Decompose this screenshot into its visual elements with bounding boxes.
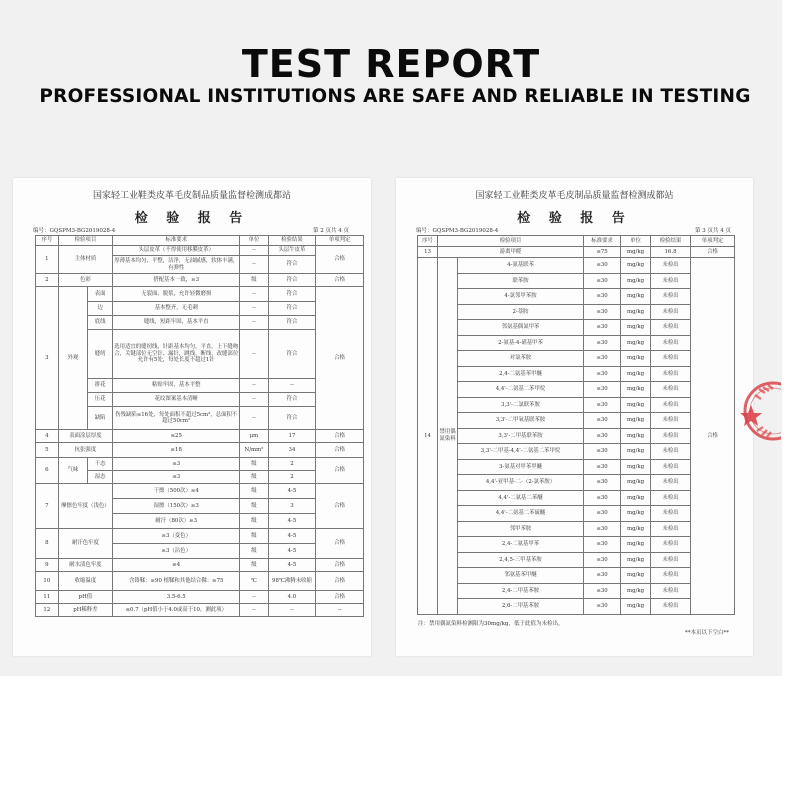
table-cell: mg/kg <box>621 335 651 351</box>
table-row <box>418 335 735 351</box>
header-cell: 单位 <box>240 236 268 246</box>
table-row <box>418 568 735 584</box>
header-cell: 检验结果 <box>268 236 316 246</box>
header-cell: 序号 <box>36 236 59 246</box>
table-cell: 底线 <box>88 316 113 330</box>
table-row <box>418 475 735 491</box>
table-cell: 6 <box>36 458 59 484</box>
table-cell: ≤30 <box>584 428 621 444</box>
table-cell: ≥3（变色） <box>113 529 240 544</box>
table-row <box>418 351 735 367</box>
table-cell: ≤30 <box>584 444 621 460</box>
table-cell: 搭配基本一致，≥3 <box>113 274 240 287</box>
table-cell: 含铬鞣：≥90 植鞣和其他结合鞣：≥75 <box>113 572 240 591</box>
table-cell: 符合 <box>268 274 316 287</box>
table-cell: 邻氨基偶氮甲苯 <box>458 320 584 336</box>
header-cell: 检验结果 <box>651 236 691 247</box>
table-row <box>418 247 735 258</box>
table-cell: 气味 <box>58 458 88 484</box>
table-row <box>36 274 364 287</box>
table-cell: 未检出 <box>651 444 691 460</box>
table-cell: 3,3'-二甲氧基联苯胺 <box>458 413 584 429</box>
table-cell: 未检出 <box>651 335 691 351</box>
table-cell: 未检出 <box>651 568 691 584</box>
table-cell: 12 <box>36 604 59 617</box>
table-cell: 符合 <box>268 316 316 330</box>
table-cell: 外观 <box>58 287 88 430</box>
table-cell: 级 <box>240 544 268 559</box>
table-cell: 未检出 <box>651 521 691 537</box>
table-cell: 2 <box>268 471 316 484</box>
institution-name: 国家轻工业鞋类皮革毛皮制品质量监督检测成都站 <box>475 191 674 201</box>
table-cell: 3,3'-二甲基联苯胺 <box>458 428 584 444</box>
table-row <box>418 397 735 413</box>
table-cell: 16.8 <box>651 247 691 258</box>
table-cell: ≤30 <box>584 382 621 398</box>
table-cell: -- <box>240 316 268 330</box>
table-cell: 合格 <box>316 559 364 572</box>
table-cell: mg/kg <box>621 428 651 444</box>
table-cell: -- <box>240 287 268 302</box>
table-cell: 合格 <box>691 258 735 615</box>
institution-name: 国家轻工业鞋类皮革毛皮制品质量监督检测成都站 <box>92 191 291 201</box>
table-cell: 4-5 <box>268 514 316 529</box>
table-cell: 邻氨基苯甲醚 <box>458 568 584 584</box>
table-cell: ≤3 <box>113 471 240 484</box>
table-cell: mg/kg <box>621 366 651 382</box>
table-cell: 湿态 <box>88 471 113 484</box>
table-cell: 符合 <box>268 302 316 316</box>
table-cell: 2,4-二氨基甲苯 <box>458 537 584 553</box>
table-cell: 禁用偶氮染料 <box>438 258 458 615</box>
table-cell: 表面 <box>88 287 113 302</box>
table-cell: 4,4'-二氨基二苯醚 <box>458 490 584 506</box>
table-cell: 未检出 <box>651 490 691 506</box>
inspection-table-left <box>35 235 364 617</box>
table-cell: 34 <box>268 443 316 458</box>
table-cell: 3-氨基对甲苯甲醚 <box>458 459 584 475</box>
table-cell: 缝线，短距牢固，基本平直 <box>113 316 240 330</box>
table-cell: 11 <box>36 591 59 604</box>
table-cell: ≥4 <box>113 559 240 572</box>
table-cell: 合格 <box>691 247 735 258</box>
table-cell: 4-5 <box>268 529 316 544</box>
table-row <box>36 604 364 617</box>
table-cell: 符合 <box>268 256 316 274</box>
table-cell: 17 <box>268 430 316 443</box>
table-cell: 3 <box>36 287 59 430</box>
table-cell: -- <box>240 246 268 256</box>
table-cell: mg/kg <box>621 475 651 491</box>
table-cell: mg/kg <box>621 490 651 506</box>
table-cell: 2,4,5-三甲基苯胺 <box>458 552 584 568</box>
table-cell: 主体材质 <box>58 246 112 274</box>
table-row <box>36 559 364 572</box>
table-header-row <box>418 236 735 247</box>
table-cell: 干擦（500次）≥4 <box>113 484 240 499</box>
table-cell: 级 <box>240 274 268 287</box>
table-cell: 4,4'-二氨基二苯甲烷 <box>458 382 584 398</box>
table-cell: ≤30 <box>584 599 621 615</box>
table-row <box>36 529 364 544</box>
page-indicator: 第 2 页共 4 页 <box>313 228 349 234</box>
report-title: 检 验 报 告 <box>134 211 250 226</box>
table-cell: mg/kg <box>621 583 651 599</box>
table-cell: 2,4-二氨基苯甲醚 <box>458 366 584 382</box>
table-cell: 4.0 <box>268 591 316 604</box>
table-cell: -- <box>240 302 268 316</box>
table-row <box>418 506 735 522</box>
table-cell: 合格 <box>316 484 364 529</box>
table-cell: 合格 <box>316 443 364 458</box>
table-cell: 级 <box>240 458 268 471</box>
table-cell: ≤30 <box>584 583 621 599</box>
table-cell: 4-5 <box>268 559 316 572</box>
table-row <box>36 572 364 591</box>
table-cell: -- <box>240 256 268 274</box>
table-cell: mg/kg <box>621 459 651 475</box>
table-row <box>418 366 735 382</box>
table-cell: 未检出 <box>651 320 691 336</box>
header-cell: 序号 <box>418 236 438 247</box>
table-cell: 抗张强度 <box>58 443 112 458</box>
table-cell: 未检出 <box>651 428 691 444</box>
table-cell: 1 <box>36 246 59 274</box>
table-cell: -- <box>240 379 268 393</box>
table-row <box>418 459 735 475</box>
table-cell: 耐水渍色牢度 <box>58 559 112 572</box>
table-cell: 3.5-6.5 <box>113 591 240 604</box>
table-cell: -- <box>268 604 316 617</box>
report-number: 编号：GQSPM3-BG2019028-4 <box>416 228 499 234</box>
table-cell: 未检出 <box>651 397 691 413</box>
table-row <box>418 444 735 460</box>
table-cell: 合格 <box>316 430 364 443</box>
table-cell: 符合 <box>268 330 316 379</box>
table-cell: 4,4'-二氨基二苯硫醚 <box>458 506 584 522</box>
table-cell: 合格 <box>316 591 364 604</box>
table-cell: -- <box>268 379 316 393</box>
table-cell: 合格 <box>316 572 364 591</box>
table-cell: 边 <box>88 302 113 316</box>
table-cell: mg/kg <box>621 289 651 305</box>
table-cell: pH值 <box>58 591 112 604</box>
report-number: 编号：GQSPM3-BG2019028-4 <box>33 228 116 234</box>
table-cell: 未检出 <box>651 537 691 553</box>
table-cell: 未检出 <box>651 506 691 522</box>
table-cell: 未检出 <box>651 289 691 305</box>
table-cell: 7 <box>36 484 59 529</box>
table-cell: 未检出 <box>651 475 691 491</box>
table-cell: ≤30 <box>584 289 621 305</box>
table-cell: ≤75 <box>584 247 621 258</box>
table-cell: mg/kg <box>621 444 651 460</box>
table-cell: mg/kg <box>621 247 651 258</box>
table-cell: 无裂面、脱浆，允许轻微磨损 <box>113 287 240 302</box>
table-row <box>418 537 735 553</box>
table-cell: -- <box>240 591 268 604</box>
table-cell: 未检出 <box>651 273 691 289</box>
table-cell: mg/kg <box>621 521 651 537</box>
header-cell: 标准要求 <box>584 236 621 247</box>
table-cell: 3,3'-二氯联苯胺 <box>458 397 584 413</box>
table-cell: ≤25 <box>113 430 240 443</box>
table-cell: ≥18 <box>113 443 240 458</box>
table-cell: 合格 <box>316 287 364 430</box>
table-cell: 98℃沸腾未收缩 <box>268 572 316 591</box>
table-row <box>418 599 735 615</box>
table-cell: 耐汗（80次）≥3 <box>113 514 240 529</box>
table-cell: ≤30 <box>584 568 621 584</box>
table-cell: 伤残缺陷≤16处，每处面积不超过5cm²，总面积不超过50cm² <box>113 407 240 430</box>
table-cell: 14 <box>418 258 438 615</box>
table-cell: mg/kg <box>621 382 651 398</box>
header-cell: 单位 <box>621 236 651 247</box>
table-cell: 3 <box>268 499 316 514</box>
table-cell: 级 <box>240 499 268 514</box>
table-cell: mg/kg <box>621 568 651 584</box>
table-cell: ≤30 <box>584 335 621 351</box>
table-cell: -- <box>316 604 364 617</box>
table-cell: 未检出 <box>651 304 691 320</box>
table-cell: 符合 <box>268 393 316 407</box>
end-of-page-note: **本页以下空白** <box>684 630 729 636</box>
table-cell: mg/kg <box>621 552 651 568</box>
table-cell: 4-氨基联苯 <box>458 258 584 274</box>
table-cell: 色彩 <box>58 274 112 287</box>
table-cell: 8 <box>36 529 59 559</box>
table-header-row <box>36 236 364 246</box>
header-cell: 标准要求 <box>113 236 240 246</box>
table-row <box>36 591 364 604</box>
table-cell: 未检出 <box>651 413 691 429</box>
table-cell: 未检出 <box>651 552 691 568</box>
table-cell: 厚薄基本均匀，平整，洁净，无油腻感，软体丰满，有弹性 <box>113 256 240 274</box>
table-cell: -- <box>240 604 268 617</box>
table-cell: 合格 <box>316 246 364 274</box>
table-cell: 湿擦（150次）≥3 <box>113 499 240 514</box>
table-cell: 压花 <box>88 393 113 407</box>
table-cell: 合格 <box>316 529 364 559</box>
table-row <box>36 443 364 458</box>
table-cell: ≤30 <box>584 258 621 274</box>
header-cell: 检验项目 <box>438 236 584 247</box>
table-cell: mg/kg <box>621 304 651 320</box>
table-row <box>418 521 735 537</box>
table-cell: 3,3'-二甲基-4,4'-二氨基二苯甲烷 <box>458 444 584 460</box>
table-cell: ≤30 <box>584 490 621 506</box>
table-cell: ≤30 <box>584 506 621 522</box>
table-row <box>418 304 735 320</box>
table-cell: ≥3（沾色） <box>113 544 240 559</box>
table-row <box>418 258 735 274</box>
table-cell: μm <box>240 430 268 443</box>
table-cell: 4 <box>36 430 59 443</box>
table-cell: 未检出 <box>651 351 691 367</box>
table-cell: 级 <box>240 514 268 529</box>
table-cell: mg/kg <box>621 599 651 615</box>
table-cell: ≤30 <box>584 475 621 491</box>
table-cell: 摩擦色牢度（浅色） <box>58 484 112 529</box>
table-cell: mg/kg <box>621 537 651 553</box>
header-cell: 单项判定 <box>691 236 735 247</box>
table-cell: 未检出 <box>651 382 691 398</box>
header-cell: 检验项目 <box>58 236 112 246</box>
table-cell: 游离甲醛 <box>438 247 584 258</box>
inspection-table-right <box>417 235 735 615</box>
table-cell: 9 <box>36 559 59 572</box>
table-cell: 2-萘胺 <box>458 304 584 320</box>
table-cell: 头层皮革（不得使用移膜皮革） <box>113 246 240 256</box>
table-cell: N/mm² <box>240 443 268 458</box>
table-cell: 符合 <box>268 287 316 302</box>
table-cell: 缝纫 <box>88 330 113 379</box>
table-cell: mg/kg <box>621 320 651 336</box>
table-cell: mg/kg <box>621 258 651 274</box>
table-cell: ≤30 <box>584 537 621 553</box>
table-row <box>418 320 735 336</box>
table-cell: 10 <box>36 572 59 591</box>
table-cell: mg/kg <box>621 506 651 522</box>
page-subtitle: PROFESSIONAL INSTITUTIONS ARE SAFE AND RELIABLE IN TESTING <box>39 86 751 107</box>
table-row <box>36 484 364 499</box>
table-cell: 花纹图案基本清晰 <box>113 393 240 407</box>
table-cell: 表面涂层厚度 <box>58 430 112 443</box>
table-cell: -- <box>240 330 268 379</box>
table-cell: ≤30 <box>584 397 621 413</box>
table-cell: 未检出 <box>651 258 691 274</box>
inspection-stamp-icon <box>725 375 781 443</box>
table-cell: -- <box>240 407 268 430</box>
table-cell: pH稀释差 <box>58 604 112 617</box>
table-row <box>418 289 735 305</box>
table-row <box>418 382 735 398</box>
table-cell: 联苯胺 <box>458 273 584 289</box>
table-cell: 13 <box>418 247 438 258</box>
table-row <box>418 583 735 599</box>
table-cell: ≤30 <box>584 304 621 320</box>
table-cell: mg/kg <box>621 351 651 367</box>
table-row <box>418 413 735 429</box>
table-cell: 2-氨基-4-硝基甲苯 <box>458 335 584 351</box>
table-cell: 2 <box>36 274 59 287</box>
table-cell: 4-5 <box>268 484 316 499</box>
table-cell: 级 <box>240 559 268 572</box>
table-cell: 2,6-二甲基苯胺 <box>458 599 584 615</box>
table-cell: 符合 <box>268 407 316 430</box>
table-cell: 头层牛皮革 <box>268 246 316 256</box>
table-cell: -- <box>240 393 268 407</box>
table-cell: 干态 <box>88 458 113 471</box>
table-cell: ℃ <box>240 572 268 591</box>
table-cell: 未检出 <box>651 583 691 599</box>
table-row <box>418 552 735 568</box>
table-cell: 2 <box>268 458 316 471</box>
table-row <box>36 430 364 443</box>
table-cell: 合格 <box>316 274 364 287</box>
table-cell: 收缩温度 <box>58 572 112 591</box>
table-row <box>418 273 735 289</box>
table-cell: 未检出 <box>651 366 691 382</box>
table-cell: mg/kg <box>621 413 651 429</box>
table-cell: ≤30 <box>584 459 621 475</box>
table-cell: ≤30 <box>584 366 621 382</box>
table-cell: 5 <box>36 443 59 458</box>
table-row <box>36 287 364 302</box>
table-cell: 级 <box>240 529 268 544</box>
table-cell: 4-5 <box>268 544 316 559</box>
page-indicator: 第 3 页共 4 页 <box>695 228 731 234</box>
table-cell: 拼花 <box>88 379 113 393</box>
table-cell: mg/kg <box>621 397 651 413</box>
table-cell: 4-氯邻甲苯胺 <box>458 289 584 305</box>
table-cell: 对氯苯胺 <box>458 351 584 367</box>
table-cell: ≤0.7（pH值小于4.0或高于10，测此项） <box>113 604 240 617</box>
table-cell: ≤30 <box>584 351 621 367</box>
table-cell: 级 <box>240 471 268 484</box>
table-row <box>36 458 364 471</box>
table-cell: 未检出 <box>651 459 691 475</box>
table-cell: ≤30 <box>584 521 621 537</box>
table-cell: ≤30 <box>584 413 621 429</box>
table-cell: ≤30 <box>584 273 621 289</box>
table-cell: ≤3 <box>113 458 240 471</box>
table-cell: 粘贴牢固，基本平整 <box>113 379 240 393</box>
table-cell: 2,4-二甲基苯胺 <box>458 583 584 599</box>
report-page-left <box>13 178 371 656</box>
table-cell: 级 <box>240 484 268 499</box>
table-cell: ≤30 <box>584 552 621 568</box>
table-cell: 基本整齐，无毛刺 <box>113 302 240 316</box>
report-page-right <box>396 178 753 656</box>
table-cell: 耐汗色牢度 <box>58 529 112 559</box>
table-row <box>36 246 364 256</box>
table-cell: 选用适宜的缝纫线，针距基本均匀，平直，上下缝吻合，关键部位无空针、漏针，跳线，断线，改缝部位允许有5处，每处长度不超过1针 <box>113 330 240 379</box>
table-cell: 合格 <box>316 458 364 484</box>
table-cell: 未检出 <box>651 599 691 615</box>
report-title: 检 验 报 告 <box>517 211 632 226</box>
table-cell: mg/kg <box>621 273 651 289</box>
table-footnote: 注：禁用偶氮染料检测限为30mg/kg，低于此值为未检出。 <box>418 621 564 627</box>
table-row <box>418 428 735 444</box>
table-cell: 缺陷 <box>88 407 113 430</box>
table-row <box>418 490 735 506</box>
page-title: TEST REPORT <box>241 42 541 86</box>
table-cell: ≤30 <box>584 320 621 336</box>
table-cell: 4,4'-亚甲基-二-（2-氯苯胺） <box>458 475 584 491</box>
table-cell: 邻甲苯胺 <box>458 521 584 537</box>
header-cell: 单项判定 <box>316 236 364 246</box>
